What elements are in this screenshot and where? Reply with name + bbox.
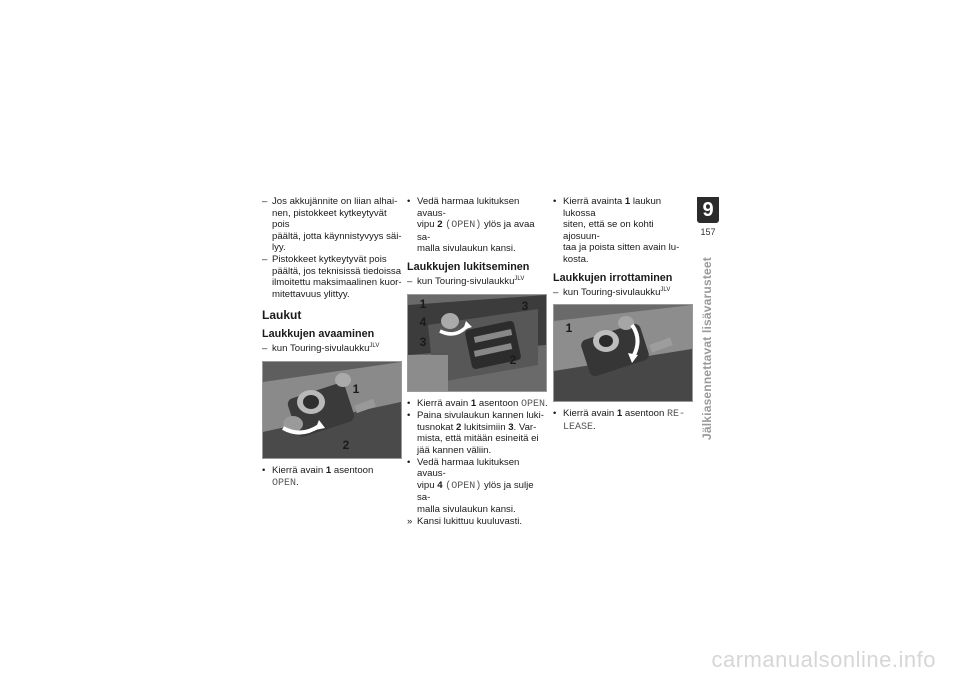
condition-line: – kun Touring-sivulaukku$^{JLV}$ <box>553 286 671 298</box>
dash-item-overload: – Pistokkeet kytkeytyvät pois päältä, jos teknisissä tiedoissa ilmoitettu maksimaalinen kuor- mitettavuus ylittyy. <box>262 253 402 300</box>
column-2 <box>407 196 549 527</box>
case-release-illustration <box>554 305 692 401</box>
figure-locking <box>407 294 547 392</box>
callout-2: 2 <box>342 437 350 452</box>
callout-2: 2 <box>509 352 517 367</box>
callout-1: 1 <box>419 296 427 311</box>
step-turn-key-open: • Kierrä avain 1 asentoon OPEN. <box>407 397 548 410</box>
step-press-catches: • Paina sivulaukun kannen luki- tusnokat 2 lukitsimiin 3. Var- mista, että mitään esineitä ei jää kannen väliin. <box>407 410 544 456</box>
dash-item-voltage: – Jos akkujännite on liian alhai- nen, pistokkeet kytkeytyvät pois päältä, jotta käynnistyvyys säi- lyy. <box>262 196 402 254</box>
callout-1: 1 <box>352 381 360 396</box>
page-number: 157 <box>700 227 716 237</box>
watermark: carmanualsonline.info <box>711 647 936 672</box>
step-pull-lever: • Vedä harmaa lukituksen avaus- vipu 2 (OPEN) ylös ja avaa sa- malla sivulaukun kansi. <box>407 196 535 255</box>
chapter-tab <box>697 197 719 237</box>
step-turn-key-open: • Kierrä avain 1 asentoon OPEN. <box>262 464 374 489</box>
step-pull-lever-close: • Vedä harmaa lukituksen avaus- vipu 4 (OPEN) ylös ja sulje sa- malla sivulaukun kansi. <box>407 456 534 515</box>
callout-1: 1 <box>565 321 573 336</box>
callout-3-left: 3 <box>419 334 427 349</box>
side-title <box>700 257 720 460</box>
figure-opening <box>262 361 402 459</box>
heading-locking: Laukkujen lukitseminen <box>407 260 530 273</box>
step-turn-key-remove: • Kierrä avainta 1 laukun lukossa siten, että se on kohti ajosuun- taa ja poista sitten avain lu- kosta. <box>553 196 680 265</box>
column-3 <box>553 196 693 433</box>
side-title-text: Jälkiasennettavat lisävarusteet <box>700 257 714 440</box>
case-lock-illustration <box>263 362 401 458</box>
column-1 <box>262 196 402 489</box>
heading-removing: Laukkujen irrottaminen <box>553 271 673 284</box>
condition-line: – kun Touring-sivulaukku$^{JLV}$ <box>407 275 525 287</box>
section-title: Laukut <box>262 308 302 323</box>
heading-opening: Laukkujen avaaminen <box>262 328 375 341</box>
chapter-number: 9 <box>697 197 719 223</box>
condition-line: – kun Touring-sivulaukku$^{JLV}$ <box>262 343 380 355</box>
callout-3-right: 3 <box>521 298 529 313</box>
step-turn-key-release: • Kierrä avain 1 asentoon RE- LEASE. <box>553 408 686 433</box>
figure-removing <box>553 304 693 402</box>
result-line: » Kansi lukittuu kuuluvasti. <box>407 515 523 527</box>
callout-4: 4 <box>419 314 427 329</box>
